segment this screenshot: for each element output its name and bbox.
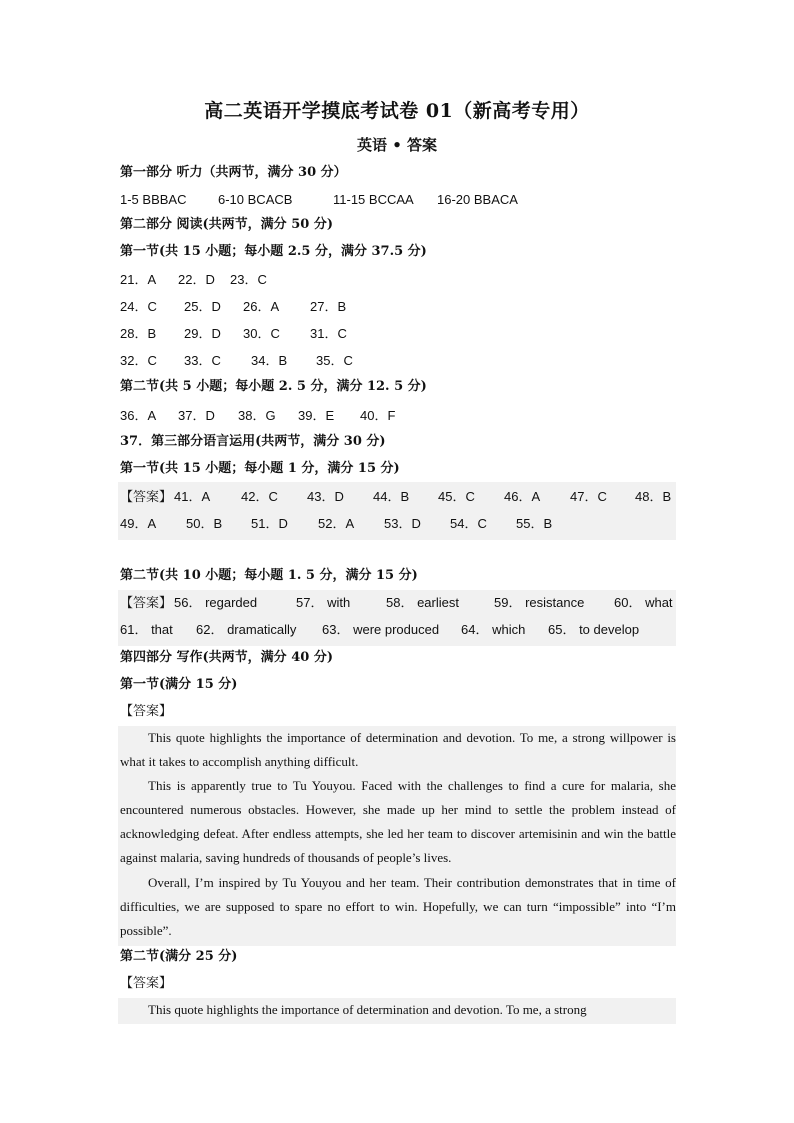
part2-section1-heading: 第一节(共 15 小题；每小题 2.5 分，满分 37.5 分) <box>120 244 427 259</box>
answer-item: 49．A <box>120 516 157 531</box>
part4-heading: 第四部分 写作(共两节，满分 40 分) <box>120 650 333 665</box>
part3-section2-heading: 第二节(共 10 小题；每小题 1. 5 分，满分 15 分) <box>120 568 418 583</box>
answer-item: 62． dramatically <box>196 622 297 637</box>
answer-item: 50．B <box>186 516 223 531</box>
essay1-paragraph: Overall, I’m inspired by Tu Youyou and her team. Their contribution demonstrates that in time of difficulties, we are supposed to spare no effort to win. Hopefully, we can turn “impossible” into “I’m possible”. <box>120 875 676 938</box>
part3-section1-heading: 第一节(共 15 小题；每小题 1 分，满分 15 分) <box>120 461 400 476</box>
answer-group: 1-5 BBBAC <box>120 192 187 207</box>
answer-item: 34．B <box>251 353 288 368</box>
essay1-paragraph: This quote highlights the importance of determination and devotion. To me, a strong willpower is what it takes to accomplish anything difficult. <box>120 730 676 769</box>
answer-item: 39．E <box>298 408 335 423</box>
answer-item: 21．A <box>120 272 157 287</box>
answer-item: 40．F <box>360 408 396 423</box>
answer-item: 43．D <box>307 489 344 504</box>
essay1-paragraph: This is apparently true to Tu Youyou. Faced with the challenges to find a cure for malaria, she encountered numerous obstacles. However, she made up her mind to settle the problem instead of acknowledging defeat. After endless attempts, she led her team to discover artemisinin and win the battle against malaria, saving hundreds of thousands of people’s lives. <box>120 778 676 865</box>
answer-item: 35．C <box>316 353 353 368</box>
answer-group: 16-20 BBACA <box>437 192 518 207</box>
answer-item: 61． that <box>120 622 173 637</box>
essay2-paragraph: This quote highlights the importance of determination and devotion. To me, a strong <box>148 1002 587 1017</box>
answer-item: 33．C <box>184 353 221 368</box>
answer-item: 63． were produced <box>322 622 440 637</box>
answer-item: 54．C <box>450 516 487 531</box>
answer-item: 45．C <box>438 489 475 504</box>
part1-heading: 第一部分 听力（共两节，满分 30 分） <box>120 165 347 180</box>
answer-item: 48．B <box>635 489 672 504</box>
answer-label: 【答案】 <box>120 489 173 504</box>
answer-item: 23．C <box>230 272 267 287</box>
answer-item: 46．A <box>504 489 541 504</box>
answer-item: 36．A <box>120 408 157 423</box>
answer-item: 25．D <box>184 299 221 314</box>
answer-item: 41．A <box>174 489 211 504</box>
answer-group: 11-15 BCCAA <box>333 192 414 207</box>
answer-item: 22．D <box>178 272 215 287</box>
answer-label: 【答案】 <box>120 704 173 719</box>
answer-item: 64． which <box>461 622 526 637</box>
answer-item: 47．C <box>570 489 607 504</box>
answer-item: 59． resistance <box>494 595 585 610</box>
answer-item: 28．B <box>120 326 157 341</box>
page-title: 高二英语开学摸底考试卷 01（新高考专用） <box>204 100 590 122</box>
part4-section2-heading: 第二节(满分 25 分) <box>120 949 238 964</box>
answer-item: 53．D <box>384 516 421 531</box>
part2-heading: 第二部分 阅读(共两节，满分 50 分) <box>120 217 333 232</box>
answer-item: 32．C <box>120 353 157 368</box>
answer-label: 【答案】 <box>120 595 173 610</box>
answer-item: 44．B <box>373 489 410 504</box>
answer-item: 42．C <box>241 489 278 504</box>
answer-item: 55．B <box>516 516 553 531</box>
answer-item: 31．C <box>310 326 347 341</box>
part3-heading: 37．第三部分语言运用(共两节，满分 30 分) <box>120 434 386 449</box>
answer-label: 【答案】 <box>120 976 173 991</box>
answer-item: 30．C <box>243 326 280 341</box>
answer-item: 51．D <box>251 516 288 531</box>
answer-item: 60． what <box>614 595 673 610</box>
answer-item: 56． regarded <box>174 595 258 610</box>
answer-group: 6-10 BCACB <box>218 192 293 207</box>
answer-item: 26．A <box>243 299 280 314</box>
answer-item: 65． to develop <box>548 622 640 637</box>
answer-item: 24．C <box>120 299 157 314</box>
answer-item: 27．B <box>310 299 347 314</box>
answer-item: 38．G <box>238 408 276 423</box>
answer-item: 57． with <box>296 595 351 610</box>
answer-item: 58． earliest <box>386 595 459 610</box>
page-subtitle: 英语 • 答案 <box>356 136 438 154</box>
answer-item: 29．D <box>184 326 221 341</box>
part4-section1-heading: 第一节(满分 15 分) <box>120 677 238 692</box>
answer-item: 52．A <box>318 516 355 531</box>
answer-item: 37．D <box>178 408 215 423</box>
part2-section2-heading: 第二节(共 5 小题；每小题 2. 5 分，满分 12. 5 分) <box>120 379 427 394</box>
